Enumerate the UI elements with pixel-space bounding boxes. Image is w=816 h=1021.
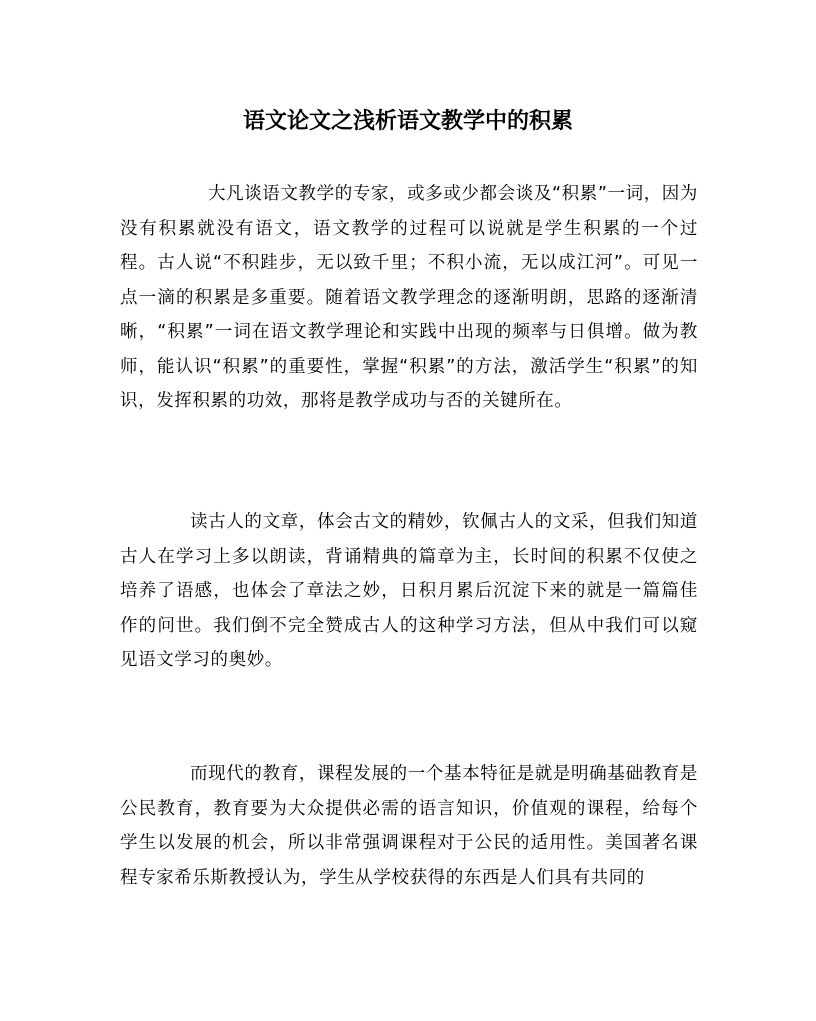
document-title: 语文论文之浅析语文教学中的积累 bbox=[242, 108, 573, 134]
paragraph-3: 而现代的教育，课程发展的一个基本特征是就是明确基础教育是公民教育，教育要为大众提供必需的语言知识，价值观的课程，给每个学生以发展的机会，所以非常强调课程对于公民的适用性。美国著名课程专家希乐斯教授认为，学生从学校获得的东西是人们具有共同的 bbox=[120, 764, 698, 888]
paragraph-2: 读古人的文章，体会古文的精妙，钦佩古人的文采，但我们知道古人在学习上多以朗读，背诵精典的篇章为主，长时间的积累不仅使之培养了语感，也体会了章法之妙，日积月累后沉淀下来的就是一篇篇佳作的问世。我们倒不完全赞成古人的这种学习方法，但从中我们可以窥见语文学习的奥妙。 bbox=[120, 512, 698, 670]
paragraph-1: 大凡谈语文教学的专家，或多或少都会谈及“积累”一词，因为没有积累就没有语文，语文教学的过程可以说就是学生积累的一个过程。古人说“不积跬步，无以致千里；不积小流，无以成江河”。可见一点一滴的积累是多重要。随着语文教学理念的逐渐明朗，思路的逐渐清晰，“积累”一词在语文教学理论和实践中出现的频率与日俱增。做为教师，能认识“积累”的重要性，掌握“积累”的方法，激活学生“积累”的知识，发挥积累的功效，那将是教学成功与否的关键所在。 bbox=[120, 184, 698, 411]
